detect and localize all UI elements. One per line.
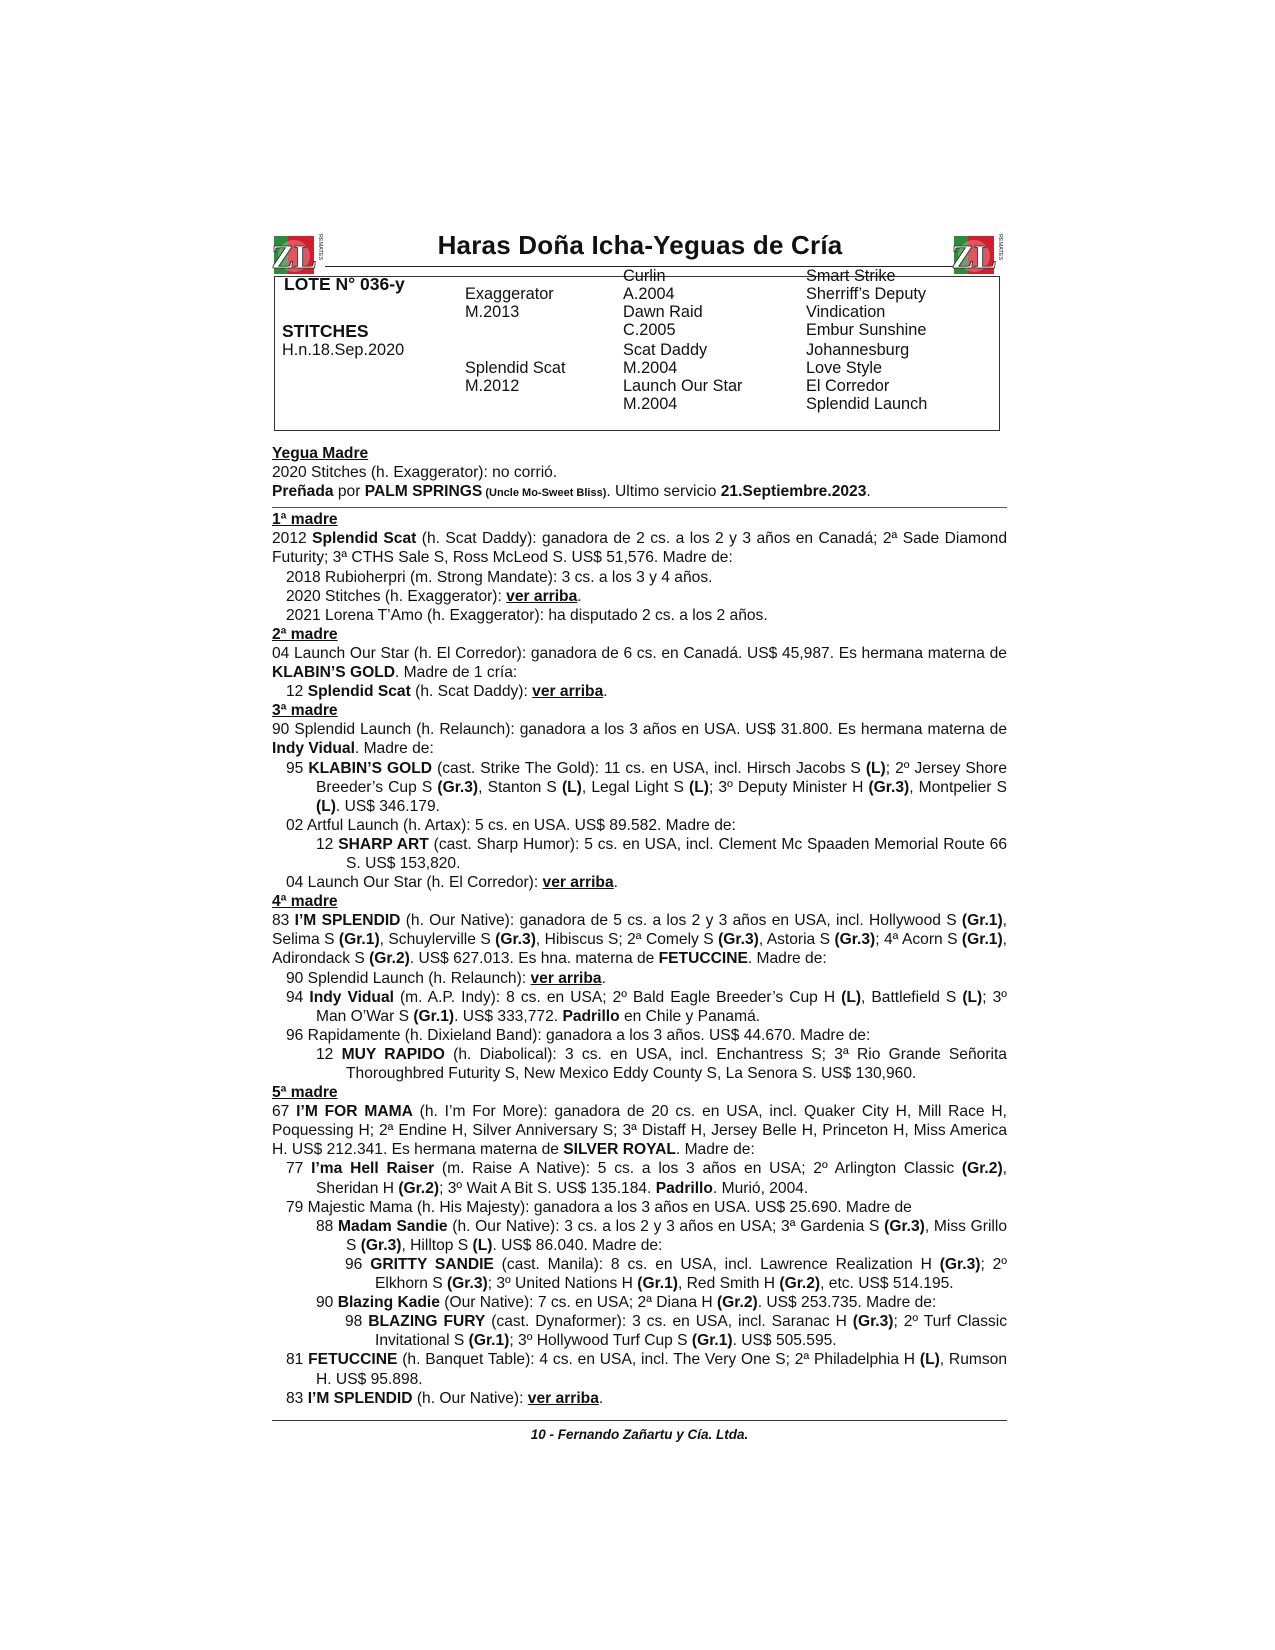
- produce-line: 83 I’M SPLENDID (h. Our Native): ver arriba.: [286, 1389, 604, 1407]
- divider: [272, 507, 1007, 508]
- section-heading: 5ª madre: [272, 1084, 338, 1102]
- ver-arriba-ref: ver arriba: [506, 587, 578, 605]
- logo-mark: ZL: [951, 239, 997, 276]
- gen2-entry: M.2004: [623, 395, 678, 413]
- section-heading: Yegua Madre: [272, 445, 369, 462]
- logo-mark: ZL: [271, 239, 317, 276]
- horse-name: STITCHES: [282, 321, 369, 341]
- lot-number: LOTE N° 036-y: [284, 274, 405, 294]
- pedigree-table: [274, 267, 1000, 431]
- produce-line: 81 FETUCCINE (h. Banquet Table): 4 cs. en USA, incl. The Very One S; 2ª Philadelphia H (L), Rumson H. US$ 95.898.: [286, 1351, 1008, 1388]
- gen3-entry: Smart Strike: [806, 267, 896, 285]
- gen2-entry: A.2004: [623, 285, 675, 303]
- remates-logo-right: [950, 228, 1006, 278]
- produce-line: 2021 Lorena T’Amo (h. Exaggerator): ha disputado 2 cs. a los 2 años.: [286, 606, 768, 624]
- gen3-entry: El Corredor: [806, 377, 890, 395]
- dam-record: 67 I’M FOR MAMA (h. I’m For More): ganadora de 20 cs. en USA, incl. Quaker City H, Mill Race H, Poquessing H; 2ª Endine H, Silver Anniversary S; 3ª Distaff H, Jersey Belle H, Princeton H, Miss America H. US$ 212.341. Es hermana materna de SILVER ROYAL. Madre de:: [272, 1103, 1007, 1159]
- dam-year: M.2012: [465, 377, 520, 395]
- produce-line: 95 KLABIN’S GOLD (cast. Strike The Gold): 11 cs. en USA, incl. Hirsch Jacobs S (L); 2º Jersey Shore Breeder’s Cup S (Gr.3), Stanton S (L), Legal Light S (L); 3º Deputy Minister H (Gr.3), Montpelier S (L). US$ 346.179.: [286, 759, 1008, 815]
- logo-text: REMATES: [997, 234, 1003, 261]
- produce-line: 12 SHARP ART (cast. Sharp Humor): 5 cs. en USA, incl. Clement Mc Spaaden Memorial Route 66 S. US$ 153,820.: [316, 835, 1007, 872]
- produce-line: 94 Indy Vidual (m. A.P. Indy): 8 cs. en USA; 2º Bald Eagle Breeder’s Cup H (L), Battlefield S (L); 3º Man O’War S (Gr.1). US$ 333,772. Padrillo en Chile y Panamá.: [286, 988, 1007, 1025]
- gen3-entry: Sherriff’s Deputy: [806, 285, 927, 303]
- pregnancy-line: Preñada por PALM SPRINGS (Uncle Mo-Sweet Bliss). Ultimo servicio 21.Septiembre.2023.: [272, 483, 871, 501]
- dam-record: 04 Launch Our Star (h. El Corredor): ganadora de 6 cs. en Canadá. US$ 45,987. Es hermana materna de KLABIN’S GOLD. Madre de 1 cría:: [272, 644, 1007, 682]
- ver-arriba-ref: ver arriba: [542, 874, 614, 892]
- produce-line: 98 BLAZING FURY (cast. Dynaformer): 3 cs. en USA, incl. Saranac H (Gr.3); 2º Turf Classic Invitational S (Gr.1); 3º Hollywood Turf Cup S (Gr.1). US$ 505.595.: [345, 1313, 1007, 1350]
- page-title: Haras Doña Icha-Yeguas de Cría: [437, 230, 843, 260]
- produce-line: 02 Artful Launch (h. Artax): 5 cs. en USA. US$ 89.582. Madre de:: [286, 816, 736, 834]
- produce-line: 96 GRITTY SANDIE (cast. Manila): 8 cs. en USA, incl. Lawrence Realization H (Gr.3); 2º Elkhorn S (Gr.3); 3º United Nations H (Gr.1), Red Smith H (Gr.2), etc. US$ 514.195.: [345, 1255, 1007, 1293]
- dam-record: 2012 Splendid Scat (h. Scat Daddy): ganadora de 2 cs. a los 2 y 3 años en Canadá; 2ª Sade Diamond Futurity; 3ª CTHS Sale S, Ross McLeod S. US$ 51,576. Madre de:: [272, 530, 1007, 567]
- birth-date: H.n.18.Sep.2020: [282, 341, 405, 359]
- gen2-entry: Dawn Raid: [623, 303, 703, 321]
- remates-logo-left: [270, 228, 326, 278]
- sire: Exaggerator: [465, 285, 554, 303]
- dam: Splendid Scat: [465, 359, 566, 377]
- section-heading: 2ª madre: [272, 625, 338, 643]
- produce-line: 2018 Rubioherpri (m. Strong Mandate): 3 cs. a los 3 y 4 años.: [286, 568, 713, 586]
- ver-arriba-ref: ver arriba: [532, 683, 604, 701]
- gen3-entry: Embur Sunshine: [806, 321, 927, 339]
- produce-line: 12 MUY RAPIDO (h. Diabolical): 3 cs. en USA, incl. Enchantress S; 3ª Rio Grande Señorita Thoroughbred Futurity S, New Mexico Eddy County S, La Senora S. US$ 130,960.: [316, 1045, 1007, 1082]
- section-heading: 4ª madre: [272, 893, 338, 911]
- produce-line: 79 Majestic Mama (h. His Majesty): ganadora a los 3 años en USA. US$ 25.690. Madre de: [286, 1198, 912, 1216]
- dam-record: 83 I’M SPLENDID (h. Our Native): ganadora de 5 cs. a los 2 y 3 años en USA, incl. Hollywood S (Gr.1), Selima S (Gr.1), Schuylerville S (Gr.3), Hibiscus S; 2ª Comely S (Gr.3), Astoria S (Gr.3); 4ª Acorn S (Gr.1), Adirondack S (Gr.2). US$ 627.013. Es hna. materna de FETUCCINE. Madre de:: [272, 912, 1007, 968]
- ver-arriba-ref: ver arriba: [530, 969, 602, 987]
- footer-rule: [272, 1420, 1007, 1421]
- catalog-body: [272, 444, 1007, 1408]
- produce-line: 96 Rapidamente (h. Dixieland Band): ganadora a los 3 años. US$ 44.670. Madre de:: [286, 1026, 871, 1044]
- gen2-entry: Curlin: [623, 267, 666, 285]
- dam-record: 90 Splendid Launch (h. Relaunch): ganadora a los 3 años en USA. US$ 31.800. Es hermana materna de Indy Vidual. Madre de:: [272, 721, 1007, 758]
- gen3-entry: Vindication: [806, 303, 886, 321]
- produce-line: 90 Blazing Kadie (Our Native): 7 cs. en USA; 2ª Diana H (Gr.2). US$ 253.735. Madre de:: [316, 1294, 937, 1312]
- gen2-entry: M.2004: [623, 359, 678, 377]
- logo-text: REMATES: [317, 234, 323, 261]
- produce-line: 88 Madam Sandie (h. Our Native): 3 cs. a los 2 y 3 años en USA; 3ª Gardenia S (Gr.3), Miss Grillo S (Gr.3), Hilltop S (L). US$ 86.040. Madre de:: [316, 1217, 1008, 1254]
- page-footer: 10 - Fernando Zañartu y Cía. Ltda.: [530, 1427, 749, 1442]
- produce-line: 2020 Stitches (h. Exaggerator): ver arriba.: [286, 587, 582, 605]
- gen2-entry: Scat Daddy: [623, 341, 708, 359]
- section-heading: 1ª madre: [272, 511, 338, 529]
- ver-arriba-ref: ver arriba: [527, 1389, 599, 1407]
- produce-line: 2020 Stitches (h. Exaggerator): no corrió.: [272, 464, 558, 482]
- produce-line: 04 Launch Our Star (h. El Corredor): ver arriba.: [286, 874, 618, 892]
- produce-line: 77 I’ma Hell Raiser (m. Raise A Native): 5 cs. a los 3 años en USA; 2º Arlington Classic (Gr.2), Sheridan H (Gr.2); 3º Wait A Bit S. US$ 135.184. Padrillo. Murió, 2004.: [286, 1160, 1007, 1197]
- gen3-entry: Johannesburg: [806, 341, 910, 359]
- produce-line: 12 Splendid Scat (h. Scat Daddy): ver arriba.: [286, 683, 608, 701]
- sire-year: M.2013: [465, 303, 520, 321]
- gen2-entry: C.2005: [623, 321, 676, 339]
- gen3-entry: Splendid Launch: [806, 395, 928, 413]
- produce-line: 90 Splendid Launch (h. Relaunch): ver arriba.: [286, 969, 606, 987]
- section-heading: 3ª madre: [272, 702, 338, 720]
- gen3-entry: Love Style: [806, 359, 883, 377]
- gen2-entry: Launch Our Star: [623, 377, 743, 395]
